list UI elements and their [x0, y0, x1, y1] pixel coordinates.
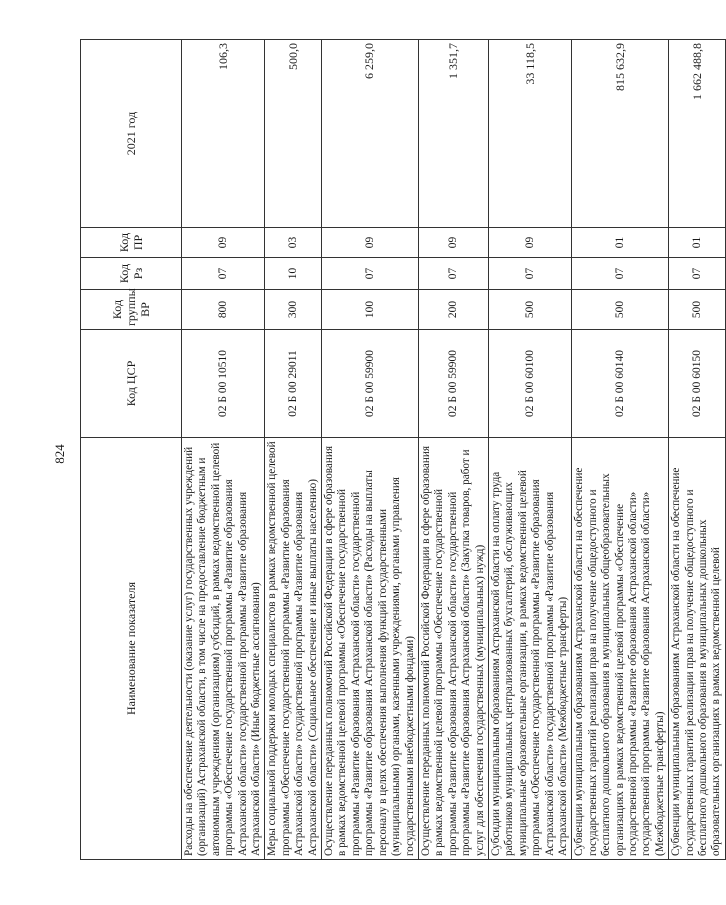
row-pr: 03: [265, 228, 322, 258]
row-pr: 09: [418, 228, 488, 258]
row-pr: 09: [322, 228, 419, 258]
row-vr: 100: [322, 290, 419, 330]
row-csr: 02 Б 00 60100: [488, 330, 571, 438]
row-sum: 106,3: [182, 40, 265, 228]
row-vr: 200: [418, 290, 488, 330]
header-name: Наименование показателя: [81, 438, 182, 860]
row-vr: 800: [182, 290, 265, 330]
row-rz: 07: [418, 258, 488, 290]
row-csr: 02 Б 00 60140: [572, 330, 669, 438]
table-row: [322, 40, 419, 860]
row-sum: 33 118,5: [488, 40, 571, 228]
row-sum: 1 351,7: [418, 40, 488, 228]
row-csr: 02 Б 00 59900: [418, 330, 488, 438]
table-row: [488, 40, 571, 860]
row-rz: 07: [488, 258, 571, 290]
row-rz: 07: [322, 258, 419, 290]
row-csr: 02 Б 00 60150: [669, 330, 726, 438]
row-name: Субвенции муниципальным образованиям Астраханской области на обеспечение государственных гарантий реализации прав на получение общедоступного и бесплатного дошкольного образования в муниципальных дошкольных образовательных организациях в рамках ведомственной целевой: [669, 438, 726, 860]
row-sum: 500,0: [265, 40, 322, 228]
table-row: [669, 40, 726, 860]
row-name: Осуществление переданных полномочий Российской Федерации в сфере образования в рамках ведомственной целевой программы «Обеспечение государственной программы «Развитие образования Астраханской области» государственной программы «Развитие образования Астраханской области» (Расходы на выплаты персоналу в целях обеспечения выполнения функций государственными (муниципальными) органами, казенными учреждениями, органами управления государственными внебюджетными фондами): [322, 438, 419, 860]
header-csr: Код ЦСР: [81, 330, 182, 438]
table-row: [418, 40, 488, 860]
table-row: [572, 40, 669, 860]
row-pr: 09: [182, 228, 265, 258]
budget-table: [80, 39, 726, 860]
row-pr: 09: [488, 228, 571, 258]
header-sum: 2021 год: [81, 40, 182, 228]
row-csr: 02 Б 00 29011: [265, 330, 322, 438]
row-name: Расходы на обеспечение деятельности (оказание услуг) государственных учреждений (организаций) Астраханской области, в том числе на предоставление бюджетным и автономным учреждениям (организациям) субсидий, в рамках ведомственной целевой программы «Обеспечение государственной программы «Развитие образования Астраханской области» государственной программы «Развитие образования Астраханской области» (Иные бюджетные ассигнования): [182, 438, 265, 860]
row-name: Меры социальной поддержки молодых специалистов в рамках ведомственной целевой программы «Обеспечение государственной программы «Развитие образования Астраханской области» государственной программы «Развитие образования Астраханской области» (Социальное обеспечение и иные выплаты населению): [265, 438, 322, 860]
table-row: [265, 40, 322, 860]
row-name: Субвенции муниципальным образованиям Астраханской области на обеспечение государственных гарантий реализации прав на получение общедоступного и бесплатного дошкольного образования в муниципальных общеобразовательных организациях в рамках ведомственной целевой программы «Обеспечение государственной программы «Развитие образования Астраханской области» государственной программы «Развитие образования Астраханской области» (Межбюджетные трансферты): [572, 438, 669, 860]
row-vr: 500: [669, 290, 726, 330]
budget-table-container: [80, 40, 723, 860]
row-vr: 500: [488, 290, 571, 330]
row-sum: 1 662 488,8: [669, 40, 726, 228]
header-vr: Код группы ВР: [81, 290, 182, 330]
row-vr: 300: [265, 290, 322, 330]
table-header-row: [81, 40, 182, 860]
row-csr: 02 Б 00 59900: [322, 330, 419, 438]
row-pr: 01: [572, 228, 669, 258]
row-pr: 01: [669, 228, 726, 258]
table-row: [182, 40, 265, 860]
row-vr: 500: [572, 290, 669, 330]
row-csr: 02 Б 00 10510: [182, 330, 265, 438]
row-name: Осуществление переданных полномочий Российской Федерации в сфере образования в рамках ведомственной целевой программы «Обеспечение государственной программы «Развитие образования Астраханской области» государственной программы «Развитие образования Астраханской области» (Закупка товаров, работ и услуг для обеспечения государственных (муниципальных) нужд): [418, 438, 488, 860]
row-rz: 07: [669, 258, 726, 290]
row-rz: 07: [182, 258, 265, 290]
header-rz: Код Рз: [81, 258, 182, 290]
header-pr: Код ПР: [81, 228, 182, 258]
row-sum: 6 259,0: [322, 40, 419, 228]
row-rz: 10: [265, 258, 322, 290]
row-sum: 815 632,9: [572, 40, 669, 228]
row-name: Субсидии муниципальным образованиям Астраханской области на оплату труда работников муниципальных централизованных бухгалтерий, обслуживающих муниципальные образовательные организации, в рамках ведомственной целевой программы «Обеспечение государственной программы «Развитие образования Астраханской области» государственной программы «Развитие образования Астраханской области» (Межбюджетные трансферты): [488, 438, 571, 860]
page-number: 824: [52, 444, 67, 464]
row-rz: 07: [572, 258, 669, 290]
